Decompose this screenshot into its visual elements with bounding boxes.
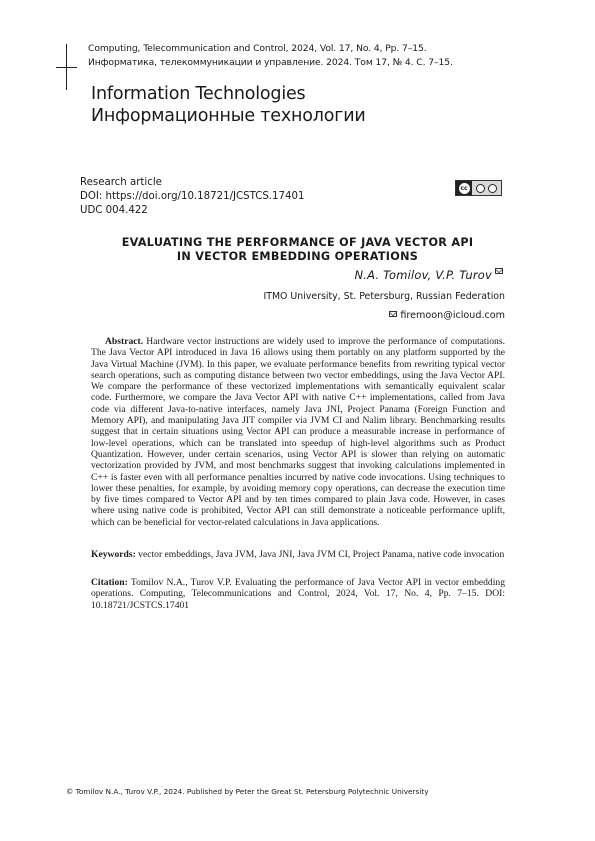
header-rule-horizontal — [56, 67, 77, 68]
copyright-footer: © Tomilov N.A., Turov V.P., 2024. Published by Peter the Great St. Petersburg Polytechnic University — [66, 787, 429, 796]
by-attribution-icon — [476, 184, 485, 193]
journal-citation-en: Computing, Telecommunication and Control, 2024, Vol. 17, No. 4, Pp. 7–15. — [88, 43, 427, 54]
article-doi[interactable]: DOI: https://doi.org/10.18721/JCSTCS.17401 — [80, 191, 305, 202]
email-address[interactable]: firemoon@icloud.com — [400, 310, 505, 321]
article-udc: UDC 004.422 — [80, 205, 148, 216]
abstract-label: Abstract. — [105, 336, 144, 347]
non-commercial-icon — [488, 184, 497, 193]
keywords-text: vector embeddings, Java JVM, Java JNI, Java JVM CI, Project Panama, native code invocation — [138, 549, 505, 560]
keywords-label: Keywords: — [91, 549, 136, 560]
abstract — [91, 336, 505, 528]
cc-logo: cc — [456, 181, 472, 195]
keywords — [91, 549, 505, 560]
envelope-icon — [495, 268, 503, 274]
citation-label: Citation: — [91, 577, 128, 588]
section-title-en: Information Technologies — [91, 84, 306, 104]
citation-text: Tomilov N.A., Turov V.P. Evaluating the performance of Java Vector API in vector embedding operations. Computing, Telecommunications and Control, 2024, Vol. 17, No. 4, Pp. 7–15. DOI: 10.18721/JCSTCS.17401 — [91, 577, 505, 611]
cc-conditions — [472, 184, 501, 193]
corresponding-email[interactable] — [389, 310, 505, 321]
citation — [91, 577, 505, 611]
affiliation: ITMO University, St. Petersburg, Russian Federation — [263, 291, 505, 302]
author-names: N.A. Tomilov, V.P. Turov — [354, 268, 492, 282]
envelope-icon — [389, 311, 397, 317]
section-title-ru: Информационные технологии — [91, 106, 366, 126]
abstract-text: Hardware vector instructions are widely used to improve the performance of computations. The Java Vector API introduced in Java 16 allows using them portably on any platform supported by the Java Virtual Machine (JVM). In this paper, we evaluate performance benefits from rewriting typical vector search operations, such as computing distance between two vector embeddings, using the Java Vector API. We compare the performance of these vectorized implementations with semantically equivalent scalar code. Furthermore, we compare the Java Vector API with native C++ implementations, called from Java code via different Java-to-native interfaces, namely Java JNI, Project Panama (Foreign Function and Memory API), and manipulating Java JIT compiler via JVM CI and Nalim library. Benchmarking results suggest that in certain situations using Vector API can produce a measurable increase in performance of low-level operations, which can be translated into speedup of high-level algorithms such as Product Quantization. However, under certain scenarios, using Vector API is slower than relying on automatic vectorization provided by JVM, and most benchmarks suggest that invoking calculations implemented in C++ is faster even with all performance penalties incurred by native code invocations. Using techniques to lower these penalties, for example, by avoiding memory copy operations, can decrease the execution time by five times compared to Vector API and by ten times compared to plain Java code. However, in cases where using native code is prohibited, Vector API can still demonstrate a noticeable performance uplift, which can be beneficial for vector-related calculations in Java applications. — [91, 336, 505, 528]
paper-title-line-2: IN VECTOR EMBEDDING OPERATIONS — [176, 250, 419, 263]
journal-citation-ru: Информатика, телекоммуникации и управление. 2024. Том 17, № 4. С. 7–15. — [88, 57, 453, 68]
paper-title-line-1: EVALUATING THE PERFORMANCE OF JAVA VECTOR API — [121, 236, 474, 249]
article-type: Research article — [80, 177, 162, 188]
author-list — [355, 268, 504, 282]
cc-by-nc-icon[interactable] — [455, 180, 502, 196]
